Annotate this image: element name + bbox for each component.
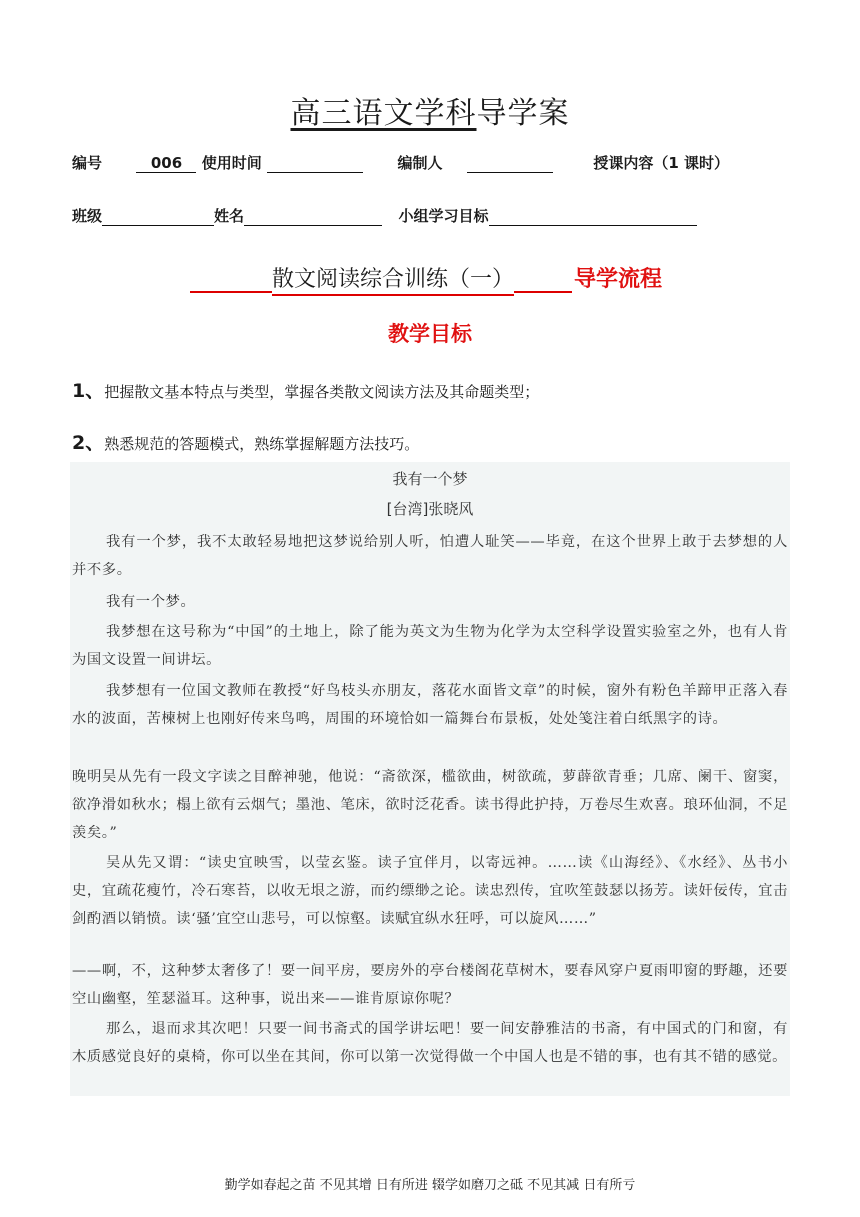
essay-paragraph: 晚明吴从先有一段文字读之目醉神驰，他说：“斋欲深，槛欲曲，树欲疏，萝薜欲青垂；几席、阑干、窗窦，欲净滑如秋水；榻上欲有云烟气；墨池、笔床，欲时泛花香。读书得此护持，万卷尽生欢喜。琅环仙洞，不足羡矣。” xyxy=(72,769,788,841)
essay-paragraph: ——啊，不，这种梦太奢侈了！要一间平房，要房外的亭台楼阁花草树木，要春风穿户夏雨叩窗的野趣，还要空山幽壑，笙瑟溢耳。这种事，说出来——谁肯原谅你呢？ xyxy=(72,963,788,1007)
number-field[interactable] xyxy=(136,154,196,173)
content-label: 授课内容（1 课时） xyxy=(593,154,730,172)
guide-flow-label: 导学流程 xyxy=(574,267,663,292)
group-goal-field[interactable] xyxy=(489,207,697,226)
essay-paragraph: 我有一个梦，我不太敢轻易地把这梦说给别人听，怕遭人耻笑——毕竟，在这个世界上敢于去梦想的人并不多。 xyxy=(72,534,788,578)
goal-item-2 xyxy=(72,428,419,455)
essay-paragraph: 吴从先又谓：“读史宜映雪，以莹玄鉴。读子宜伴月，以寄远神。……读《山海经》、《水经》、丛书小史，宜疏花瘦竹，冷石寒苔，以收无垠之游，而约缥缈之论。读忠烈传，宜吹笙鼓瑟以扬芳。读奸佞传，宜击剑酌酒以销愤。读‘骚’宜空山悲号，可以惊壑。读赋宜纵水狂呼，可以旋风……” xyxy=(72,855,788,927)
section-title-text: 散文阅读综合训练（一） xyxy=(272,267,514,296)
document-title xyxy=(0,88,860,132)
essay-paragraph: 我梦想有一位国文教师在教授“好鸟枝头亦朋友，落花水面皆文章”的时候，窗外有粉色羊蹄甲正落入春水的波面，苦楝树上也刚好传来鸟鸣，周围的环境恰如一篇舞台布景板，处处笺注着白纸黑字的诗。 xyxy=(72,683,788,727)
name-label: 姓名 xyxy=(214,207,245,225)
number-label: 编号 xyxy=(72,154,103,172)
essay-title: 我有一个梦 xyxy=(392,470,468,488)
goal-item-1 xyxy=(72,376,539,403)
editor-field[interactable] xyxy=(467,154,553,173)
title-underlined-part: 高三语文学科 xyxy=(290,96,477,131)
time-field[interactable] xyxy=(267,154,363,173)
goal-number: 2、 xyxy=(72,432,105,454)
teaching-goals-heading: 教学目标 xyxy=(388,322,472,346)
essay-author: [台湾]张晓风 xyxy=(386,500,474,518)
meta-row-1 xyxy=(72,152,729,173)
meta-row-2 xyxy=(72,205,697,226)
group-goal-label: 小组学习目标 xyxy=(398,207,489,225)
number-value: 006 xyxy=(150,154,183,172)
goal-number: 1、 xyxy=(72,380,105,402)
essay-paragraph: 我梦想在这号称为“中国”的土地上，除了能为英文为生物为化学为太空科学设置实验室之外，也有人肯为国文设置一间讲坛。 xyxy=(72,624,788,668)
essay-paragraph: 我有一个梦。 xyxy=(106,594,196,610)
goal-text: 熟悉规范的答题模式，熟练掌握解题方法技巧。 xyxy=(104,435,420,453)
goal-text: 把握散文基本特点与类型，掌握各类散文阅读方法及其命题类型； xyxy=(104,383,540,401)
name-field[interactable] xyxy=(244,207,382,226)
class-label: 班级 xyxy=(72,207,103,225)
time-label: 使用时间 xyxy=(201,154,262,172)
footer-motto: 勤学如春起之苗 不见其增 日有所进 辍学如磨刀之砥 不见其减 日有所亏 xyxy=(224,1178,636,1193)
section-title xyxy=(190,262,662,293)
class-field[interactable] xyxy=(102,207,214,226)
title-rest: 导学案 xyxy=(476,96,570,131)
editor-label: 编制人 xyxy=(397,154,443,172)
essay-paragraph: 那么，退而求其次吧！只要一间书斋式的国学讲坛吧！要一间安静雅洁的书斋，有中国式的门和窗，有木质感觉良好的桌椅，你可以坐在其间，你可以第一次觉得做一个中国人也是不错的事，也有其不错的感觉。 xyxy=(72,1021,788,1065)
title-underline-lead xyxy=(190,263,272,293)
title-underline-trail xyxy=(514,263,572,293)
